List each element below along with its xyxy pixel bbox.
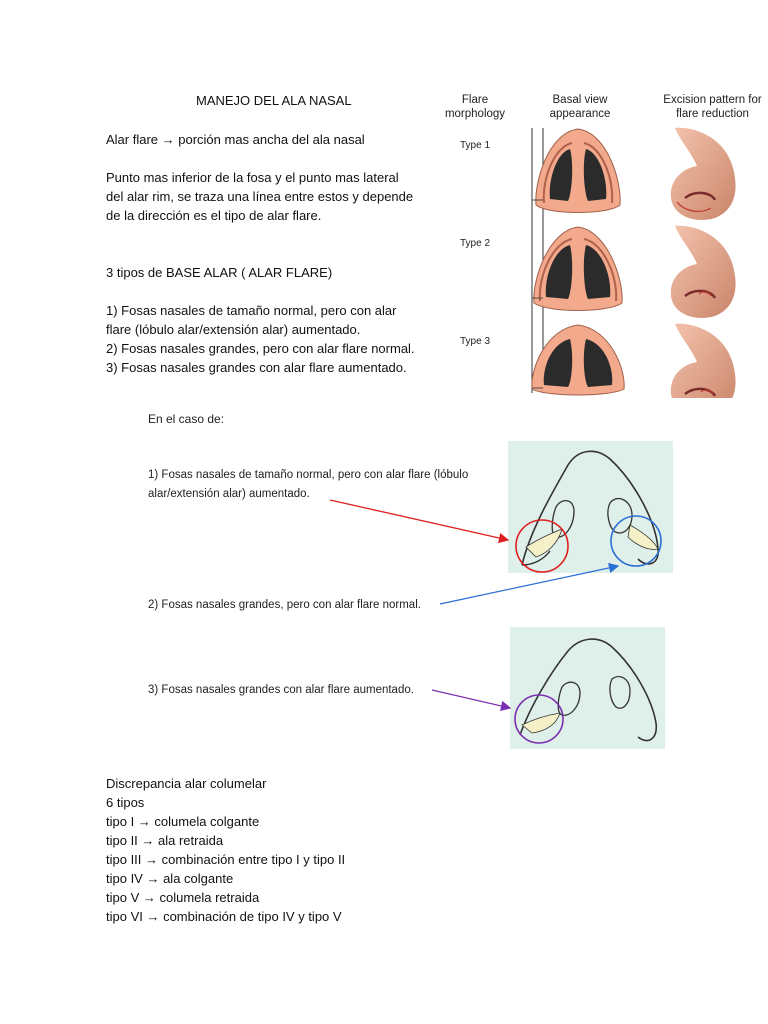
caso-item-2: 2) Fosas nasales grandes, pero con alar flare normal. <box>148 599 421 611</box>
discrepancia-section <box>106 774 345 926</box>
flare-morphology-figure <box>440 88 768 398</box>
header-line: Flare <box>461 94 489 106</box>
excision-nose-type-2 <box>671 226 736 318</box>
basal-view-type-2 <box>534 227 622 311</box>
excision-nose-type-1 <box>671 128 736 220</box>
basal-view-type-3 <box>532 325 624 395</box>
basal-view-type-1 <box>536 129 620 213</box>
caso-heading: En el caso de: <box>148 412 225 426</box>
nostril-diagram-lower <box>510 627 665 749</box>
purple-arrow <box>432 690 510 708</box>
tipo-line-4: 3) Fosas nasales grandes con alar flare aumentado. <box>106 360 407 375</box>
alar-flare-definition: Alar flare → porción mas ancha del ala nasal <box>106 132 365 147</box>
tipo-line-1: 1) Fosas nasales de tamaño normal, pero con alar <box>106 303 397 318</box>
discrepancia-item: tipo VI → combinación de tipo IV y tipo V <box>106 909 342 924</box>
red-arrow <box>330 500 508 540</box>
header-line: morphology <box>444 108 506 120</box>
intro-paragraph-line-3: de la dirección es el tipo de alar flare. <box>106 208 322 223</box>
tipos-heading: 3 tipos de BASE ALAR ( ALAR FLARE) <box>106 265 333 280</box>
intro-paragraph-line-2: del alar rim, se traza una línea entre estos y depende <box>106 189 414 204</box>
caso-item-1-line-1: 1) Fosas nasales de tamaño normal, pero con alar flare (lóbulo <box>148 469 469 481</box>
discrepancia-heading: Discrepancia alar columelar <box>106 776 267 791</box>
discrepancia-item: tipo IV → ala colgante <box>106 871 234 886</box>
discrepancia-item: tipo I → columela colgante <box>106 814 260 829</box>
type-3-label: Type 3 <box>460 336 491 347</box>
caso-item-1-line-2: alar/extensión alar) aumentado. <box>148 488 310 500</box>
discrepancia-item: tipo V → columela retraida <box>106 890 260 905</box>
intro-paragraph-line-1: Punto mas inferior de la fosa y el punto mas lateral <box>106 170 399 185</box>
discrepancia-item: tipo III → combinación entre tipo I y tipo II <box>106 852 346 867</box>
type-1-label: Type 1 <box>460 140 491 151</box>
discrepancia-item: tipo II → ala retraida <box>106 833 224 848</box>
header-line: Excision pattern for <box>663 94 762 106</box>
page-title: MANEJO DEL ALA NASAL <box>196 93 352 108</box>
type-2-label: Type 2 <box>460 238 491 249</box>
caso-item-3: 3) Fosas nasales grandes con alar flare aumentado. <box>148 684 414 696</box>
basal-views-illustration <box>440 88 768 398</box>
tipo-line-3: 2) Fosas nasales grandes, pero con alar flare normal. <box>106 341 415 356</box>
header-line: appearance <box>549 108 611 120</box>
nostril-diagram-upper <box>508 441 673 573</box>
excision-nose-type-3 <box>671 324 736 398</box>
header-line: flare reduction <box>676 108 749 120</box>
header-line: Basal view <box>552 94 608 106</box>
tipo-line-2: flare (lóbulo alar/extensión alar) aumentado. <box>106 322 361 337</box>
discrepancia-count: 6 tipos <box>106 795 145 810</box>
